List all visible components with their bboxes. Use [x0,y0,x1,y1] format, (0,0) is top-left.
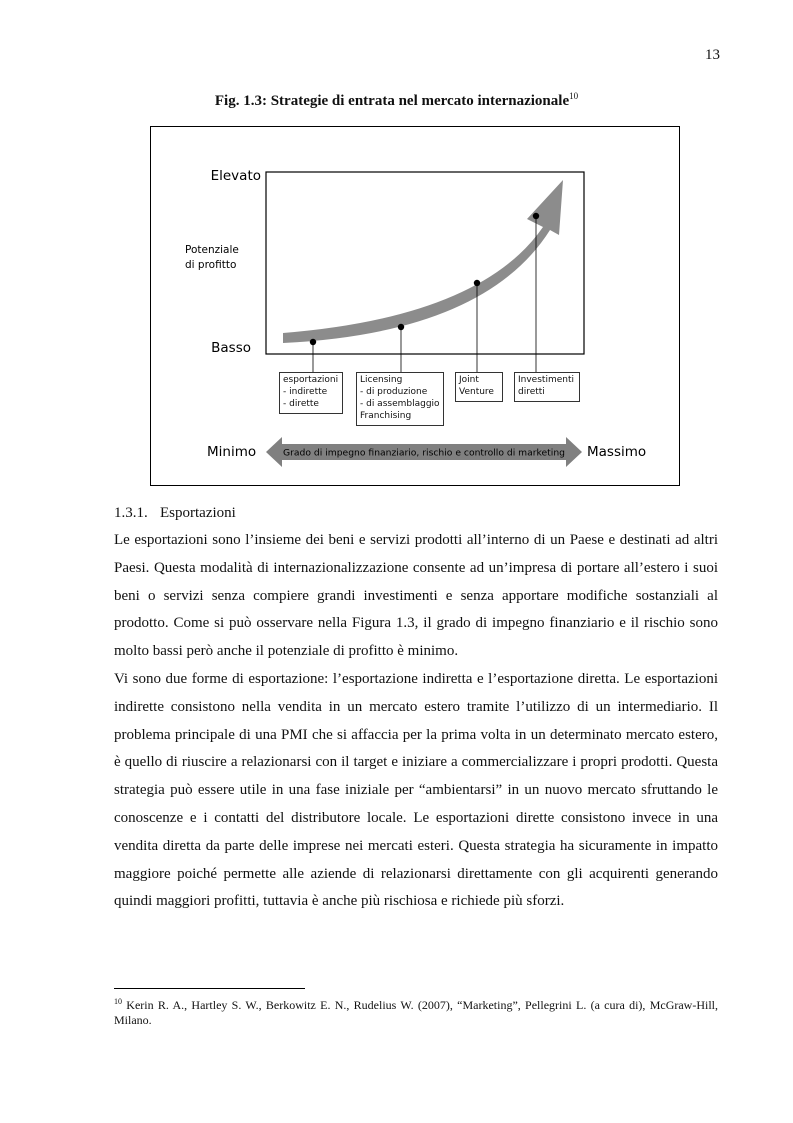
footnote-divider [114,988,305,989]
y-axis-high-label: Elevato [210,168,261,184]
entry-box-licensing: Licensing - di produzione - di assemblaggio Franchising [356,372,444,426]
point-licensing [398,324,404,330]
point-esportazioni [310,339,316,345]
figure-caption-note: 10 [569,91,579,101]
footnote-marker: 10 [114,997,122,1006]
entry-box-joint-venture: Joint Venture [455,372,503,402]
figure-caption [0,91,793,110]
point-investimenti [533,213,539,219]
point-joint-venture [474,280,480,286]
section-title: Esportazioni [160,505,236,521]
page-number: 13 [705,47,720,63]
entry-box-investimenti: Investimenti diretti [514,372,580,402]
footnote [114,994,718,1028]
y-axis-title-line2: di profitto [185,259,237,271]
entry-strategy-diagram [151,127,681,487]
footnote-text: Kerin R. A., Hartley S. W., Berkowitz E. N., Rudelius W. (2007), “Marketing”, Pellegrini L. (a cura di), McGraw-Hill, Milano. [114,998,719,1027]
x-axis-title: Grado di impegno finanziario, rischio e controllo di marketing [283,447,565,459]
x-axis-min-label: Minimo [207,444,257,460]
figure-frame [150,126,680,486]
x-axis-max-label: Massimo [587,444,647,460]
y-axis-title-line1: Potenziale [185,244,239,256]
y-axis-low-label: Basso [211,340,251,356]
section-number: 1.3.1. [114,505,148,521]
paragraph: Vi sono due forme di esportazione: l’esportazione indiretta e l’esportazione diretta. Le esportazioni indirette consistono nella vendita in un mercato estero tramite l’utilizzo di un intermediario. Il problema principale di una PMI che si affaccia per la prima volta in un determinato mercato estero, è quello di riuscire a relazionarsi con il target e iniziare a commercializzare i propri prodotti. Questa strategia può essere utile in una fase iniziale per “ambientarsi” in un nuovo mercato sfruttando le conoscenze e i contatti del distributore locale. Le esportazioni dirette consistono invece in una vendita diretta da parte delle imprese nei mercati esteri. Questa strategia ha sicuramente in impatto maggiore poiché permette alle aziende di relazionarsi direttamente con gli acquirenti generando quindi maggiori profitti, tuttavia è anche più rischiosa e richiede più sforzi. [114,670,718,910]
entry-box-esportazioni: esportazioni - indirette - dirette [279,372,343,414]
figure-caption-text: Fig. 1.3: Strategie di entrata nel mercato internazionale [214,93,570,109]
body-text [114,527,718,916]
profit-curve-arrow [283,180,563,343]
paragraph: Le esportazioni sono l’insieme dei beni e servizi prodotti all’interno di un Paese e destinati ad altri Paesi. Questa modalità di internazionalizzazione consente ad un’impresa di portare all’estero i suoi beni o servizi senza compiere grandi investimenti e senza apportare modifiche sostanziali al prodotto. Come si può osservare nella Figura 1.3, il grado di impegno finanziario e il rischio sono molto bassi però anche il potenziale di profitto è minimo. [114,532,718,660]
section-heading [114,505,236,522]
